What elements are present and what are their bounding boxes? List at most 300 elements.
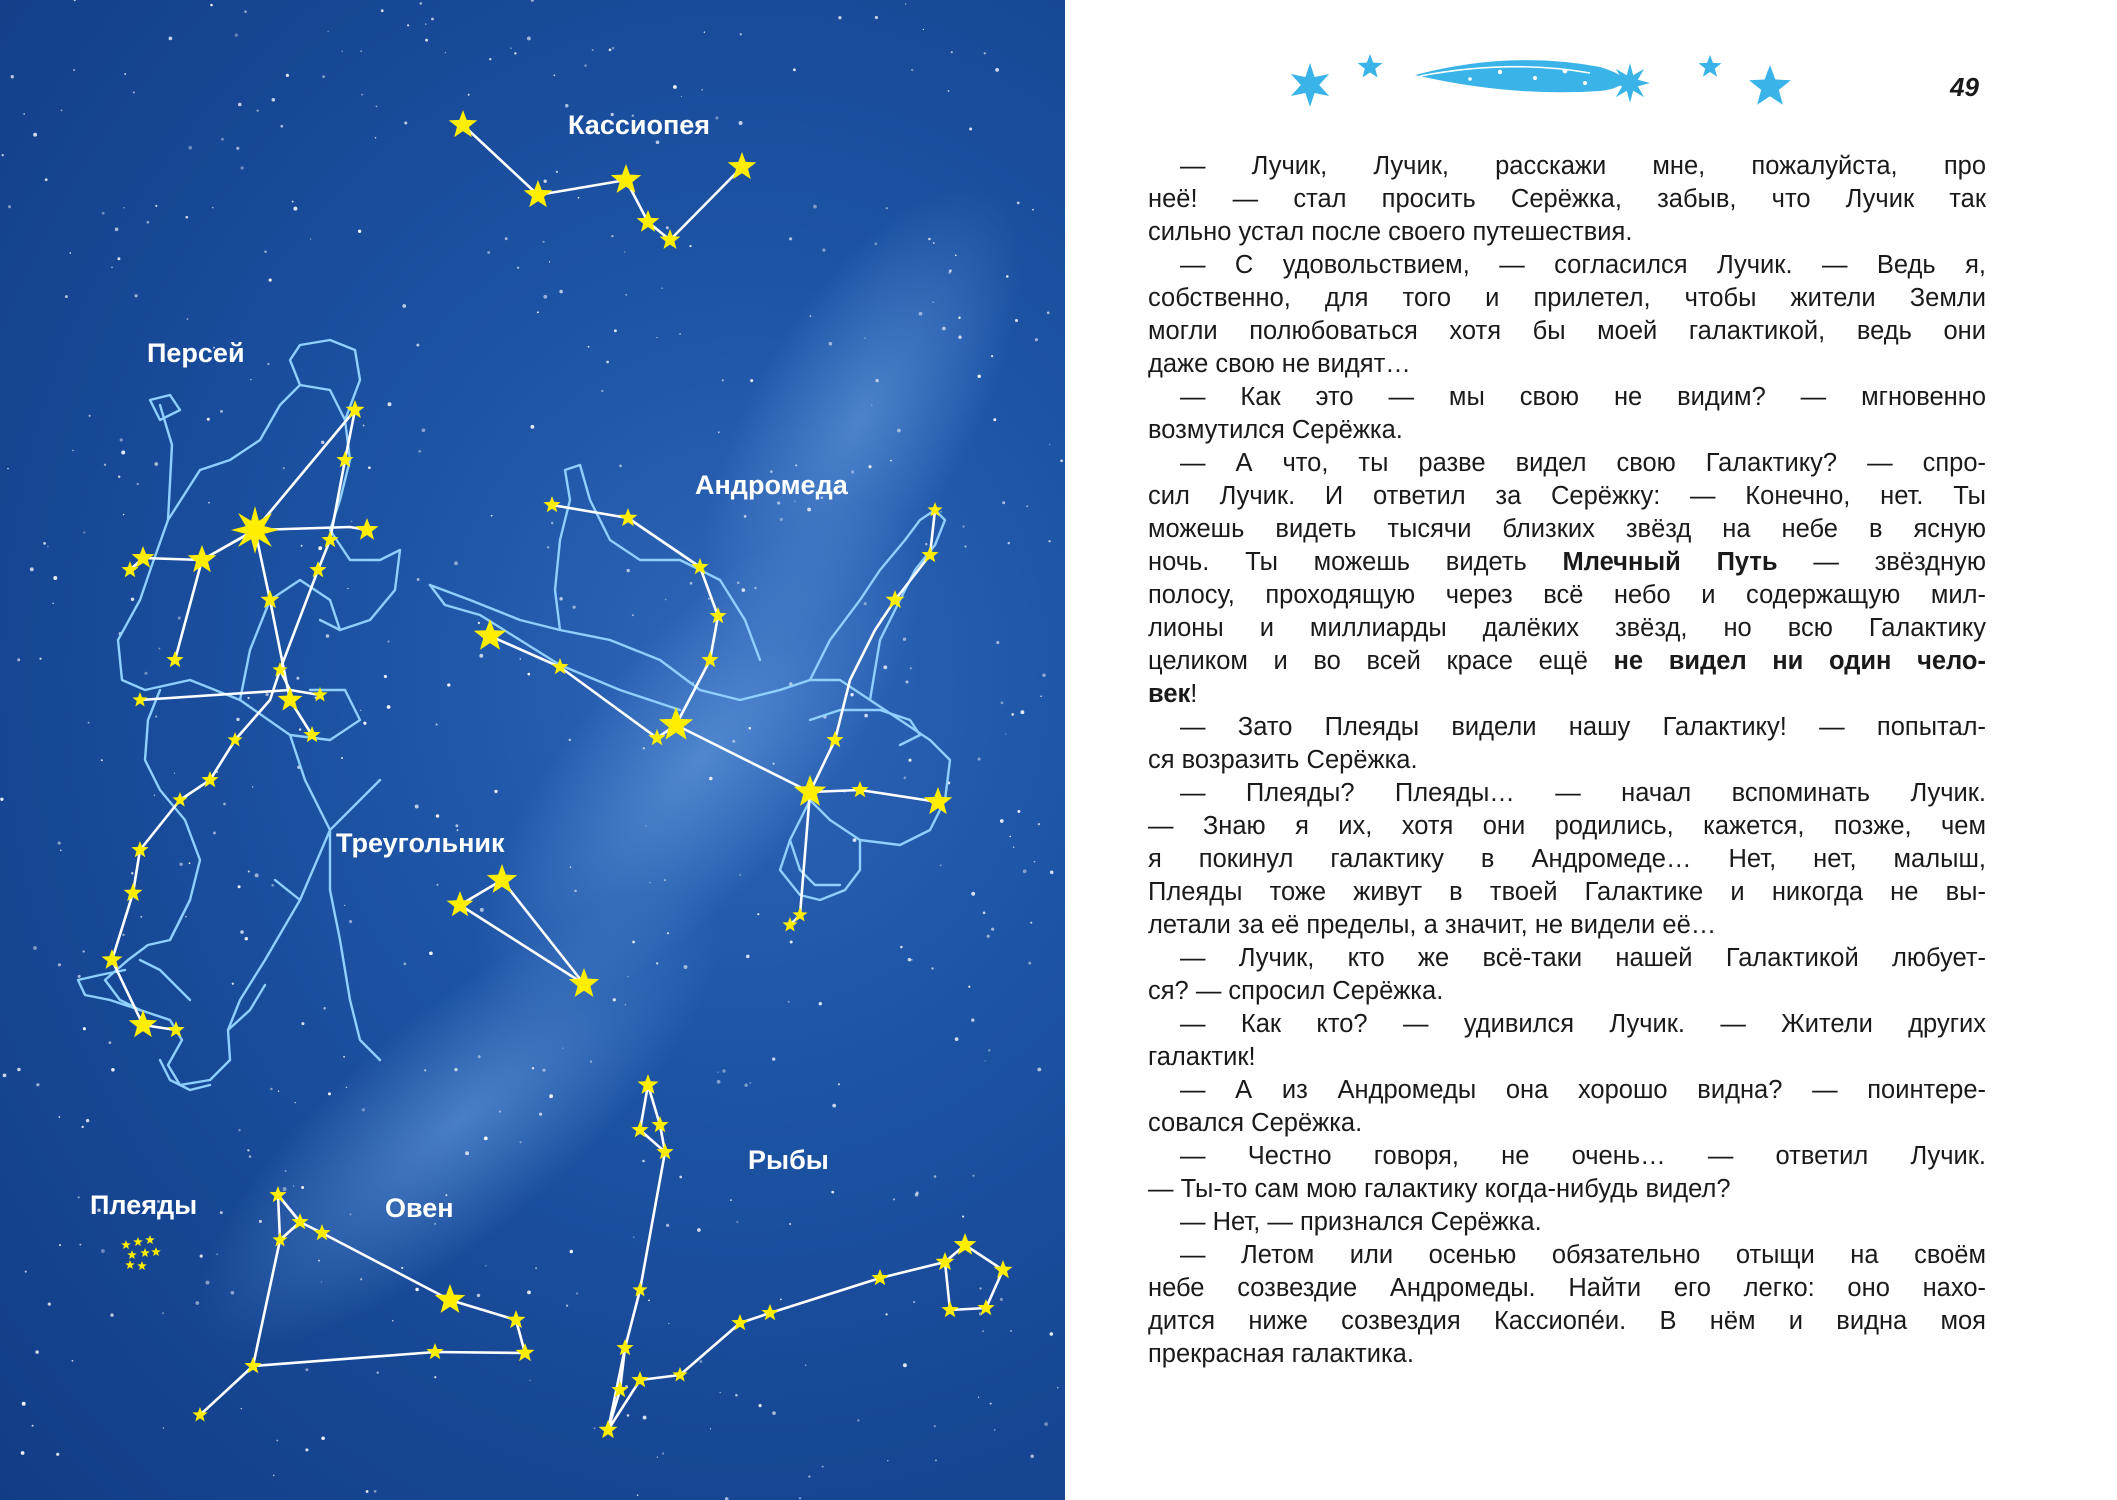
background-star bbox=[722, 1069, 726, 1073]
background-star bbox=[361, 94, 363, 96]
background-star bbox=[559, 290, 563, 294]
background-star bbox=[592, 49, 594, 51]
label-pisces: Рыбы bbox=[748, 1145, 829, 1175]
background-star bbox=[185, 216, 188, 219]
background-star bbox=[576, 1292, 578, 1294]
star-icon bbox=[1291, 63, 1329, 107]
background-star bbox=[232, 983, 234, 985]
background-star bbox=[155, 205, 157, 207]
background-star bbox=[468, 94, 470, 96]
text-line: собственно, для того и прилетел, чтобы жители Земли bbox=[1148, 284, 1986, 312]
background-star bbox=[401, 1267, 403, 1269]
background-star bbox=[808, 1475, 810, 1477]
background-star bbox=[955, 1037, 959, 1041]
background-star bbox=[259, 1220, 262, 1223]
background-star bbox=[147, 221, 150, 224]
bold-text: не видел ни один чело- bbox=[1613, 647, 1986, 675]
background-star bbox=[578, 197, 580, 199]
background-star bbox=[780, 1299, 782, 1301]
text-run: целиком и во всей красе ещё bbox=[1148, 647, 1614, 675]
background-star bbox=[117, 257, 120, 260]
pleiades-star-cluster bbox=[121, 1235, 161, 1270]
background-star bbox=[790, 941, 793, 944]
background-star bbox=[39, 658, 41, 660]
background-star bbox=[531, 0, 534, 2]
text-line bbox=[1148, 645, 1986, 678]
background-star bbox=[962, 525, 964, 527]
background-star bbox=[241, 1408, 242, 1409]
text-line: сильно устал после своего путешествия. bbox=[1148, 218, 1633, 246]
star-icon bbox=[631, 1371, 648, 1387]
star-icon bbox=[166, 651, 183, 667]
background-star bbox=[349, 920, 352, 923]
text-line: прекрасная галактика. bbox=[1148, 1340, 1414, 1368]
background-star bbox=[933, 242, 935, 244]
star-icon bbox=[167, 1021, 184, 1037]
background-star bbox=[485, 1265, 486, 1266]
background-star bbox=[212, 207, 214, 209]
background-star bbox=[223, 803, 226, 806]
background-star bbox=[296, 677, 299, 680]
background-star bbox=[436, 723, 438, 725]
background-star bbox=[853, 838, 857, 842]
background-star bbox=[478, 622, 480, 624]
star-icon bbox=[356, 518, 379, 540]
background-star bbox=[637, 1494, 638, 1495]
background-star bbox=[749, 727, 752, 730]
background-star bbox=[601, 390, 603, 392]
background-star bbox=[991, 928, 994, 931]
background-star bbox=[519, 1141, 521, 1143]
background-star bbox=[893, 1198, 895, 1200]
background-star bbox=[465, 1151, 469, 1155]
background-star bbox=[737, 581, 740, 584]
background-star bbox=[958, 336, 961, 339]
background-star bbox=[23, 113, 25, 115]
background-star bbox=[283, 467, 285, 469]
page-number: 49 bbox=[1950, 72, 1979, 102]
text-line bbox=[1148, 678, 1986, 711]
background-star bbox=[666, 1224, 669, 1227]
background-star bbox=[773, 763, 775, 765]
background-star bbox=[8, 205, 11, 208]
background-star bbox=[17, 658, 20, 661]
background-star bbox=[388, 402, 392, 406]
star-icon bbox=[1699, 55, 1722, 77]
bold-text: век bbox=[1148, 680, 1191, 708]
background-star bbox=[543, 241, 545, 243]
background-star bbox=[793, 68, 796, 71]
background-star bbox=[477, 1294, 480, 1297]
background-star bbox=[154, 795, 156, 797]
background-star bbox=[566, 1304, 568, 1306]
background-star bbox=[805, 1364, 806, 1365]
background-star bbox=[704, 31, 705, 32]
background-star bbox=[822, 1466, 824, 1468]
background-star bbox=[911, 959, 913, 961]
background-star bbox=[949, 269, 952, 272]
background-star bbox=[1010, 1330, 1012, 1332]
background-star bbox=[648, 1300, 650, 1302]
background-star bbox=[1060, 459, 1063, 462]
background-star bbox=[318, 546, 322, 550]
background-star bbox=[962, 1216, 964, 1218]
background-star bbox=[272, 98, 276, 102]
background-star bbox=[1026, 505, 1028, 507]
background-star bbox=[74, 0, 76, 1]
background-star bbox=[645, 825, 646, 826]
background-star bbox=[381, 9, 384, 12]
text-line: лионы и миллиарды далёких звёзд, но всю Галактику bbox=[1148, 614, 1986, 642]
label-perseus: Персей bbox=[147, 338, 245, 368]
background-star bbox=[681, 96, 682, 97]
background-star bbox=[535, 1267, 537, 1269]
background-star bbox=[544, 180, 547, 183]
background-star bbox=[188, 146, 192, 150]
background-star bbox=[366, 1490, 369, 1493]
background-star bbox=[415, 805, 419, 809]
background-star bbox=[739, 874, 741, 876]
background-star bbox=[72, 1360, 74, 1362]
background-star bbox=[913, 1301, 915, 1303]
background-star bbox=[955, 255, 957, 257]
background-star bbox=[1049, 444, 1050, 445]
background-star bbox=[573, 606, 576, 609]
background-star bbox=[1048, 540, 1050, 542]
background-star bbox=[489, 58, 491, 60]
background-star bbox=[661, 287, 662, 288]
background-star bbox=[530, 425, 534, 429]
background-star bbox=[529, 1380, 530, 1381]
background-star bbox=[250, 379, 251, 380]
background-star bbox=[972, 1175, 974, 1177]
background-star bbox=[278, 1091, 279, 1092]
background-star bbox=[111, 267, 113, 269]
background-star bbox=[342, 51, 343, 52]
background-star bbox=[871, 405, 872, 406]
background-star bbox=[757, 913, 759, 915]
background-star bbox=[1037, 1068, 1041, 1072]
background-star bbox=[221, 138, 224, 141]
background-star bbox=[2, 154, 4, 156]
background-star bbox=[813, 205, 817, 209]
background-star bbox=[987, 935, 990, 938]
background-star bbox=[270, 1088, 272, 1090]
star-icon bbox=[543, 496, 560, 512]
background-star bbox=[285, 1170, 287, 1172]
background-star bbox=[1038, 823, 1040, 825]
background-star bbox=[656, 140, 660, 144]
background-star bbox=[612, 47, 615, 50]
background-star bbox=[710, 1428, 711, 1429]
background-star bbox=[276, 1440, 278, 1442]
background-star bbox=[240, 930, 244, 934]
background-star bbox=[327, 31, 328, 32]
background-star bbox=[632, 614, 634, 616]
background-star bbox=[33, 133, 37, 137]
background-star bbox=[326, 634, 329, 637]
background-star bbox=[984, 1060, 985, 1061]
background-star bbox=[559, 597, 563, 601]
background-star bbox=[1015, 319, 1018, 322]
background-star bbox=[942, 327, 946, 331]
star-icon bbox=[172, 792, 187, 807]
background-star bbox=[838, 16, 841, 19]
background-star bbox=[47, 546, 49, 548]
background-star bbox=[746, 955, 750, 959]
background-star bbox=[593, 1427, 595, 1429]
background-star bbox=[940, 864, 942, 866]
background-star bbox=[1035, 338, 1038, 341]
background-star bbox=[163, 1427, 164, 1428]
background-star bbox=[53, 576, 57, 580]
text-line: — С удовольствием, — согласился Лучик. — Ведь я, bbox=[1180, 251, 1986, 279]
background-star bbox=[491, 515, 493, 517]
background-star bbox=[673, 85, 677, 89]
background-star bbox=[384, 675, 387, 678]
background-star bbox=[220, 1211, 223, 1214]
background-star bbox=[868, 465, 871, 468]
background-star bbox=[295, 1102, 296, 1103]
background-star bbox=[58, 963, 61, 966]
background-star bbox=[158, 648, 160, 650]
background-star bbox=[537, 311, 539, 313]
background-star bbox=[65, 295, 68, 298]
background-star bbox=[360, 710, 361, 711]
background-star bbox=[404, 963, 407, 966]
background-star bbox=[17, 1068, 21, 1072]
background-star bbox=[697, 1228, 701, 1232]
background-star bbox=[570, 1250, 574, 1254]
background-star bbox=[968, 986, 970, 988]
text-line: сил Лучик. И ответил за Серёжку: — Конечно, нет. Ты bbox=[1148, 482, 1986, 510]
background-star bbox=[422, 428, 426, 432]
background-star bbox=[749, 1082, 751, 1084]
star-icon bbox=[599, 1420, 618, 1438]
text-line: — Нет, — признался Серёжка. bbox=[1180, 1208, 1542, 1236]
background-star bbox=[249, 1155, 252, 1158]
background-star bbox=[619, 465, 622, 468]
background-star bbox=[78, 975, 81, 978]
background-star bbox=[649, 882, 650, 883]
background-star bbox=[627, 1414, 630, 1417]
background-star bbox=[235, 33, 238, 36]
background-star bbox=[72, 450, 74, 452]
background-star bbox=[21, 1451, 25, 1455]
background-star bbox=[1030, 922, 1032, 924]
background-star bbox=[236, 147, 239, 150]
background-star bbox=[701, 89, 703, 91]
background-star bbox=[925, 543, 927, 545]
background-star bbox=[122, 934, 124, 936]
background-star bbox=[480, 908, 484, 912]
background-star bbox=[708, 598, 710, 600]
background-star bbox=[931, 967, 933, 969]
background-star bbox=[343, 1056, 345, 1058]
background-star bbox=[643, 747, 645, 749]
background-star bbox=[750, 379, 753, 382]
background-star bbox=[1028, 962, 1031, 965]
text-line: — Лучик, кто же всё-таки нашей Галактикой любует- bbox=[1180, 944, 1986, 972]
background-star bbox=[1050, 1332, 1054, 1336]
star-icon bbox=[516, 1343, 535, 1361]
background-star bbox=[445, 52, 446, 53]
background-star bbox=[666, 226, 669, 229]
background-star bbox=[744, 515, 747, 518]
background-star bbox=[810, 315, 812, 317]
background-star bbox=[179, 863, 182, 866]
comet-icon bbox=[1415, 60, 1625, 92]
background-star bbox=[118, 475, 120, 477]
background-star bbox=[883, 665, 887, 669]
background-star bbox=[584, 64, 586, 66]
background-star bbox=[903, 638, 906, 641]
background-star bbox=[742, 588, 746, 592]
background-star bbox=[1030, 1455, 1034, 1459]
text-line: дится ниже созвездия Кассиопéи. В нём и видна моя bbox=[1148, 1307, 1986, 1335]
background-star bbox=[1000, 1298, 1003, 1301]
background-star bbox=[699, 1360, 702, 1363]
background-star bbox=[996, 641, 999, 644]
background-star bbox=[864, 602, 867, 605]
background-star bbox=[789, 237, 792, 240]
background-star bbox=[174, 773, 175, 774]
text-line: — Знаю я их, хотя они родились, кажется, позже, чем bbox=[1148, 812, 1986, 840]
background-star bbox=[982, 1330, 984, 1332]
background-star bbox=[293, 1185, 294, 1186]
text-line bbox=[1148, 546, 1986, 579]
text-line: ся возразить Серёжка. bbox=[1148, 746, 1418, 774]
background-star bbox=[140, 916, 142, 918]
background-star bbox=[257, 110, 259, 112]
background-star bbox=[900, 946, 903, 949]
star-icon bbox=[1749, 65, 1791, 105]
text-line: — Ты-то сам мою галактику когда-нибудь видел? bbox=[1148, 1175, 1731, 1203]
background-star bbox=[739, 121, 743, 125]
background-star bbox=[402, 304, 406, 308]
background-star bbox=[627, 976, 628, 977]
background-star bbox=[392, 1320, 393, 1321]
background-star bbox=[934, 1175, 937, 1178]
background-star bbox=[935, 1459, 937, 1461]
text-run: — звёздную bbox=[1777, 548, 1986, 576]
background-star bbox=[551, 522, 554, 525]
background-star bbox=[958, 317, 960, 319]
background-star bbox=[154, 462, 158, 466]
background-star bbox=[667, 932, 669, 934]
background-star bbox=[657, 1456, 658, 1457]
perseus-figure-outline bbox=[78, 340, 400, 1090]
background-star bbox=[1001, 701, 1004, 704]
background-star bbox=[245, 937, 248, 940]
background-star bbox=[832, 1104, 836, 1108]
background-star bbox=[59, 1116, 61, 1118]
background-star bbox=[305, 1368, 308, 1371]
background-star bbox=[527, 673, 530, 676]
background-star bbox=[124, 73, 126, 75]
background-star bbox=[220, 410, 223, 413]
background-star bbox=[121, 451, 125, 455]
background-star bbox=[0, 798, 3, 801]
background-star bbox=[690, 582, 693, 585]
label-aries: Овен bbox=[385, 1193, 454, 1223]
background-star bbox=[35, 1350, 38, 1353]
text-line: — Как это — мы свою не видим? — мгновенно bbox=[1180, 383, 1986, 411]
background-star bbox=[626, 569, 629, 572]
background-star bbox=[609, 48, 612, 51]
background-star bbox=[562, 1048, 563, 1049]
background-star bbox=[25, 1271, 27, 1273]
background-star bbox=[819, 1002, 822, 1005]
background-star bbox=[131, 872, 133, 874]
star-icon bbox=[447, 891, 474, 916]
background-star bbox=[322, 75, 325, 78]
background-star bbox=[718, 431, 720, 433]
background-star bbox=[59, 1244, 61, 1246]
background-star bbox=[144, 672, 147, 675]
background-star bbox=[341, 757, 343, 759]
background-star bbox=[207, 418, 210, 421]
background-star bbox=[45, 178, 48, 181]
background-star bbox=[200, 1255, 203, 1258]
background-star bbox=[32, 1425, 34, 1427]
text-line: даже свою не видят… bbox=[1148, 350, 1411, 378]
text-line: небе созвездие Андромеды. Найти его легко: оно нахо- bbox=[1148, 1274, 1986, 1302]
background-star bbox=[1034, 861, 1036, 863]
star-icon bbox=[140, 1248, 150, 1257]
story-text bbox=[1148, 150, 1986, 1371]
background-star bbox=[656, 962, 658, 964]
star-icon bbox=[1358, 54, 1383, 78]
text-line: могли полюбоваться хотя бы моей галактикой, ведь они bbox=[1148, 317, 1986, 345]
background-star bbox=[499, 1111, 501, 1113]
background-star bbox=[238, 1129, 240, 1131]
text-line: — Летом или осенью обязательно отыщи на своём bbox=[1180, 1241, 1986, 1269]
background-star bbox=[875, 379, 878, 382]
background-star bbox=[360, 50, 362, 52]
background-star bbox=[632, 941, 635, 944]
background-star bbox=[301, 1022, 304, 1025]
background-star bbox=[916, 1191, 919, 1194]
text-line: возмутился Серёжка. bbox=[1148, 416, 1403, 444]
background-star bbox=[56, 1453, 59, 1456]
text-line: — Лучик, Лучик, расскажи мне, пожалуйста, про bbox=[1180, 152, 1986, 180]
text-line: я покинул галактику в Андромеде… Нет, нет, малыш, bbox=[1148, 845, 1986, 873]
background-star bbox=[772, 1411, 776, 1415]
background-star bbox=[425, 39, 428, 42]
star-icon bbox=[137, 1261, 147, 1270]
star-icon bbox=[231, 506, 279, 554]
text-line: — Честно говоря, не очень… — ответил Лучик. bbox=[1180, 1142, 1986, 1170]
background-star bbox=[590, 1061, 592, 1063]
background-star bbox=[517, 267, 519, 269]
background-star bbox=[328, 1092, 331, 1095]
background-star bbox=[484, 1136, 488, 1140]
background-star bbox=[387, 640, 389, 642]
background-star bbox=[36, 1083, 39, 1086]
background-star bbox=[874, 243, 877, 246]
background-star bbox=[363, 424, 365, 426]
background-star bbox=[614, 329, 617, 332]
background-star bbox=[735, 1394, 738, 1397]
background-star bbox=[301, 1186, 304, 1189]
background-star bbox=[273, 1475, 275, 1477]
background-star bbox=[115, 227, 119, 231]
background-star bbox=[419, 2, 422, 5]
background-star bbox=[478, 1055, 481, 1058]
background-star bbox=[123, 514, 124, 515]
background-star bbox=[360, 1278, 362, 1280]
